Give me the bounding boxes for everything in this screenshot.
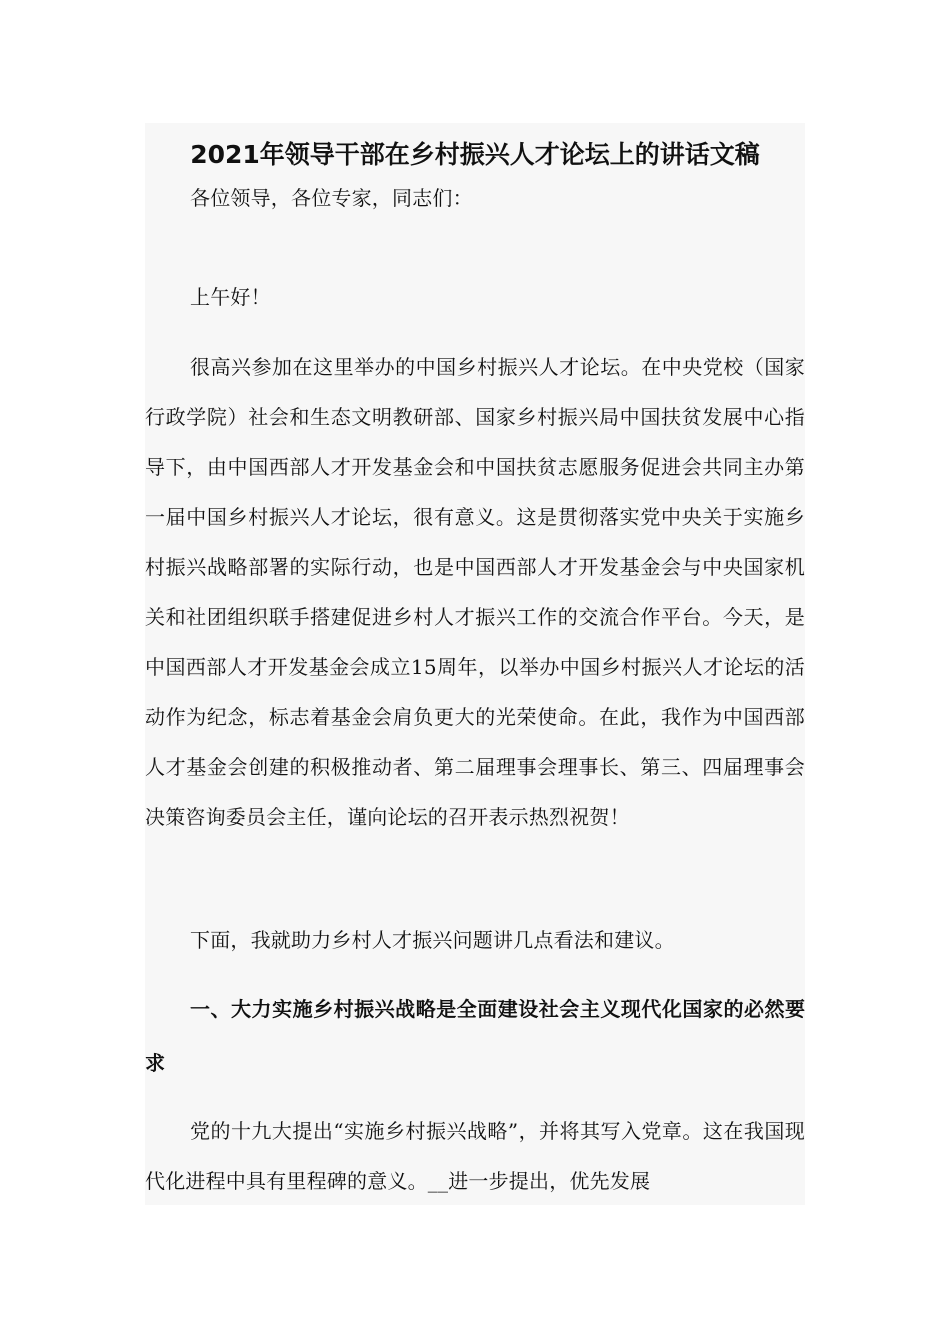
paragraph-transition: 下面，我就助力乡村人才振兴问题讲几点看法和建议。 [190,928,675,952]
salutation: 各位领导，各位专家，同志们： [190,186,473,210]
paragraph-intro: 很高兴参加在这里举办的中国乡村振兴人才论坛。在中央党校（国家行政学院）社会和生态文明教研部、国家乡村振兴局中国扶贫发展中心指导下，由中国西部人才开发基金会和中国扶贫志愿服务促进会共同主办第一届中国乡村振兴人才论坛，很有意义。这是贯彻落实党中央关于实施乡村振兴战略部署的实际行动，也是中国西部人才开发基金会与中央国家机关和社团组织联手搭建促进乡村人才振兴工作的交流合作平台。今天，是中国西部人才开发基金会成立15周年，以举办中国乡村振兴人才论坛的活动作为纪念，标志着基金会肩负更大的光荣使命。在此，我作为中国西部人才基金会创建的积极推动者、第二届理事会理事长、第三、四届理事会决策咨询委员会主任，谨向论坛的召开表示热烈祝贺！ [145,355,805,829]
paragraph-section-1: 党的十九大提出“实施乡村振兴战略”，并将其写入党章。这在我国现代化进程中具有里程碑的意义。__进一步提出，优先发展 [145,1119,805,1193]
greeting: 上午好！ [190,285,271,309]
section-heading-1: 一、大力实施乡村振兴战略是全面建设社会主义现代化国家的必然要求 [145,997,805,1075]
document-title: 2021年领导干部在乡村振兴人才论坛上的讲话文稿 [190,140,760,169]
